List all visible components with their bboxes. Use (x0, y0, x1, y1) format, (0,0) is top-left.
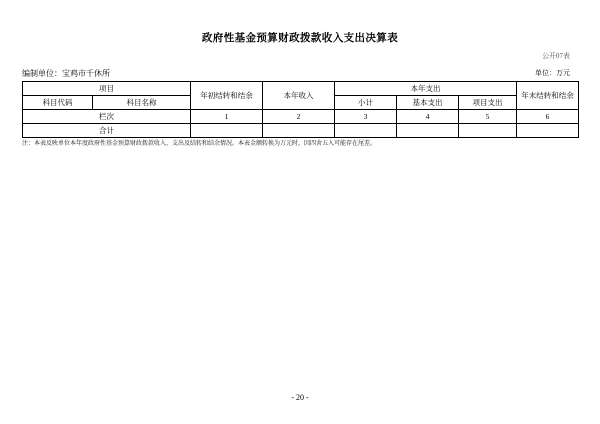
header-income: 本年收入 (263, 82, 335, 110)
total-row-label: 合计 (23, 124, 191, 138)
table-column-number-row (23, 110, 579, 124)
header-project-expenditure: 项目支出 (459, 96, 517, 110)
column-number-label: 栏次 (23, 110, 191, 124)
header-end-balance: 年末结转和结余 (517, 82, 579, 110)
form-code: 公开07表 (542, 52, 570, 60)
header-subject-code: 科目代码 (23, 96, 93, 110)
total-end-balance (517, 124, 579, 138)
total-project-expenditure (459, 124, 517, 138)
table-row (23, 124, 579, 138)
column-number-6: 6 (517, 110, 579, 124)
page-title: 政府性基金预算财政拨款收入支出决算表 (201, 33, 399, 44)
table-header-row-1 (23, 82, 579, 96)
header-group-project: 项目 (23, 82, 191, 96)
page-number: - 20 - (291, 393, 309, 402)
column-number-1: 1 (191, 110, 263, 124)
column-number-2: 2 (263, 110, 335, 124)
column-number-3: 3 (335, 110, 397, 124)
prepared-by (22, 68, 110, 79)
header-group-expenditure: 本年支出 (335, 82, 517, 96)
budget-table (22, 81, 579, 138)
header-basic-expenditure: 基本支出 (397, 96, 459, 110)
total-basic-expenditure (397, 124, 459, 138)
total-subtotal (335, 124, 397, 138)
column-number-5: 5 (459, 110, 517, 124)
header-begin-balance: 年初结转和结余 (191, 82, 263, 110)
total-income (263, 124, 335, 138)
unit-label: 单位：万元 (535, 69, 570, 77)
total-begin-balance (191, 124, 263, 138)
table-note: 注：本表反映单位本年度政府性基金预算财政拨款收入、支出及结转和结余情况。本表金额转换为万元时，因四舍五入可能存在尾差。 (22, 141, 377, 147)
column-number-4: 4 (397, 110, 459, 124)
prepared-by-label: 编制单位： (22, 69, 62, 78)
prepared-by-value: 宝鸡市千休所 (62, 69, 110, 78)
header-subtotal: 小计 (335, 96, 397, 110)
header-subject-name: 科目名称 (93, 96, 191, 110)
